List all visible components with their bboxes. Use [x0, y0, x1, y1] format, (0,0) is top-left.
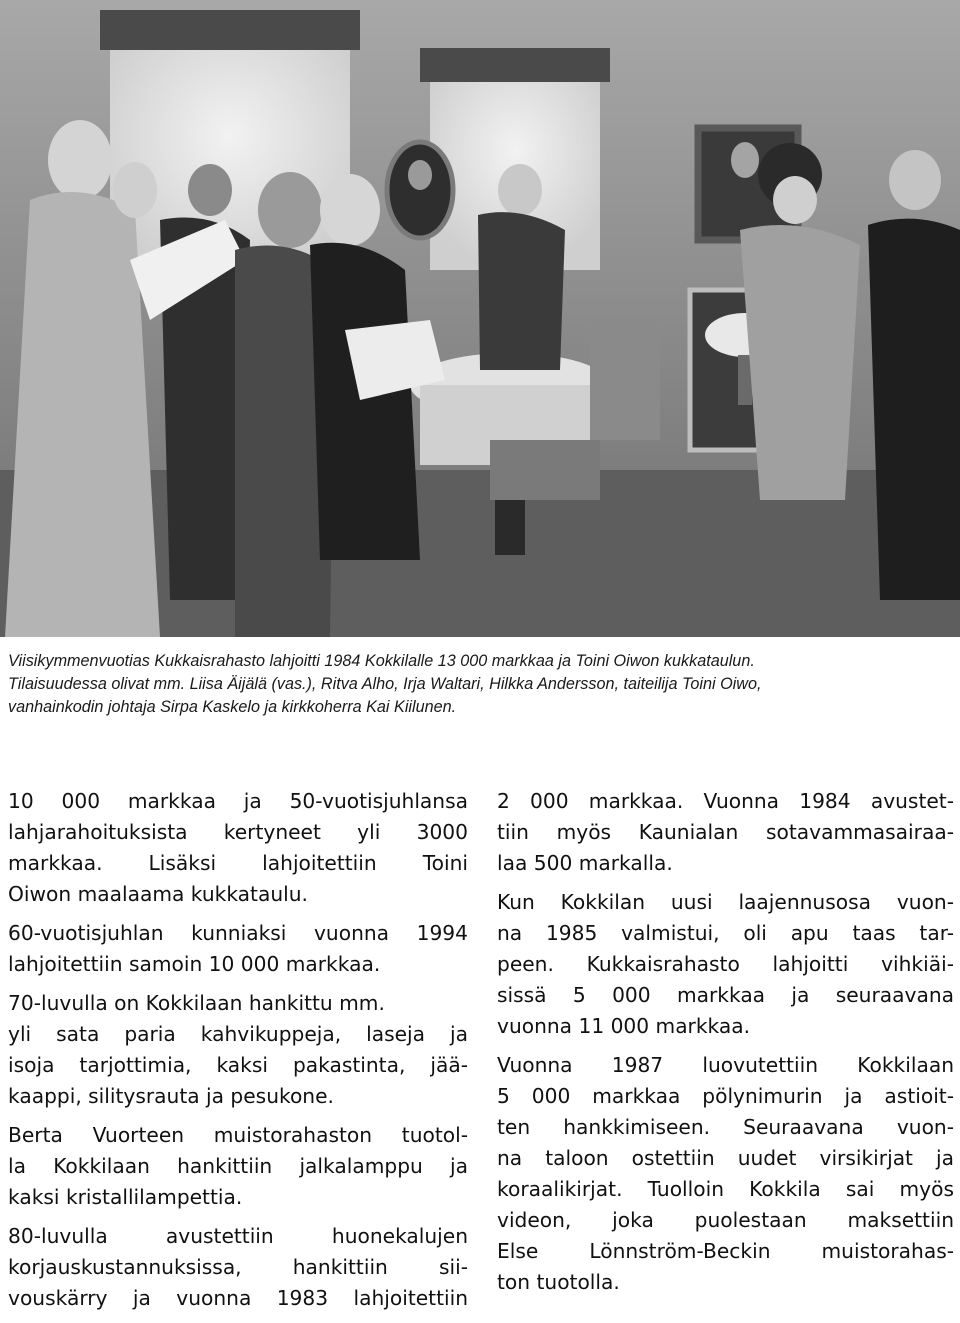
paragraph	[497, 887, 954, 1042]
text-line: 70-luvulla on Kokkilaan hankittu mm.	[8, 991, 385, 1015]
text-line: Berta Vuorteen muistorahaston tuotol-	[8, 1123, 468, 1147]
text-line: peen. Kukkaisrahasto lahjoitti vihkiäi-	[497, 952, 954, 976]
text-line: 80-luvulla avustettiin huonekalujen	[8, 1224, 468, 1248]
text-line: laa 500 markalla.	[497, 851, 673, 875]
paragraph	[8, 1120, 468, 1213]
text-line: ton tuotolla.	[497, 1270, 620, 1294]
group-photograph	[0, 0, 960, 637]
text-line: kaksi kristallilampettia.	[8, 1185, 243, 1209]
text-line: vuonna 11 000 markkaa.	[497, 1014, 751, 1038]
text-line: yli sata paria kahvikuppeja, laseja ja	[8, 1022, 468, 1046]
text-line: lahjoitettiin samoin 10 000 markkaa.	[8, 952, 381, 976]
text-line: 10 000 markkaa ja 50-vuotisjuhlansa	[8, 789, 468, 813]
photo-caption	[8, 650, 953, 719]
text-line: korjauskustannuksissa, hankittiin sii-	[8, 1255, 468, 1279]
photo-illustration	[0, 0, 960, 637]
text-line: 5 000 markkaa pölynimurin ja astioit-	[497, 1084, 954, 1108]
text-line: sissä 5 000 markkaa ja seuraavana	[497, 983, 954, 1007]
paragraph	[8, 918, 468, 980]
paragraph	[497, 1050, 954, 1298]
text-line: ten hankkimiseen. Seuraavana vuon-	[497, 1115, 954, 1139]
text-line: Oiwon maalaama kukkataulu.	[8, 882, 308, 906]
text-line: vouskärry ja vuonna 1983 lahjoitettiin	[8, 1286, 468, 1310]
text-line: na 1985 valmistui, oli apu taas tar-	[497, 921, 954, 945]
text-line: lahjarahoituksista kertyneet yli 3000	[8, 820, 468, 844]
paragraph	[8, 1221, 468, 1314]
text-line: la Kokkilaan hankittiin jalkalamppu ja	[8, 1154, 468, 1178]
text-line: videon, joka puolestaan maksettiin	[497, 1208, 954, 1232]
caption-line: vanhainkodin johtaja Sirpa Kaskelo ja kirkkoherra Kai Kiilunen.	[8, 698, 457, 716]
text-line: na taloon ostettiin uudet virsikirjat ja	[497, 1146, 954, 1170]
right-text-column	[497, 786, 954, 1298]
text-line: 2 000 markkaa. Vuonna 1984 avustet-	[497, 789, 954, 813]
text-line: Vuonna 1987 luovutettiin Kokkilaan	[497, 1053, 954, 1077]
paragraph	[8, 988, 468, 1112]
text-line: Else Lönnström-Beckin muistorahas-	[497, 1239, 954, 1263]
caption-line: Tilaisuudessa olivat mm. Liisa Äijälä (vas.), Ritva Alho, Irja Waltari, Hilkka Andersson, taiteilija Toini Oiwo,	[8, 675, 762, 693]
caption-line: Viisikymmenvuotias Kukkaisrahasto lahjoitti 1984 Kokkilalle 13 000 markkaa ja Toini Oiwon kukkataulun.	[8, 652, 755, 670]
text-line: tiin myös Kaunialan sotavammasairaa-	[497, 820, 954, 844]
text-line: koraalikirjat. Tuolloin Kokkila sai myös	[497, 1177, 954, 1201]
text-line: markkaa. Lisäksi lahjoitettiin Toini	[8, 851, 468, 875]
text-line: kaappi, silitysrauta ja pesukone.	[8, 1084, 334, 1108]
text-line: isoja tarjottimia, kaksi pakastinta, jää-	[8, 1053, 468, 1077]
left-text-column	[8, 786, 468, 1314]
text-line: Kun Kokkilan uusi laajennusosa vuon-	[497, 890, 954, 914]
paragraph	[497, 786, 954, 879]
text-line: 60-vuotisjuhlan kunniaksi vuonna 1994	[8, 921, 468, 945]
paragraph	[8, 786, 468, 910]
